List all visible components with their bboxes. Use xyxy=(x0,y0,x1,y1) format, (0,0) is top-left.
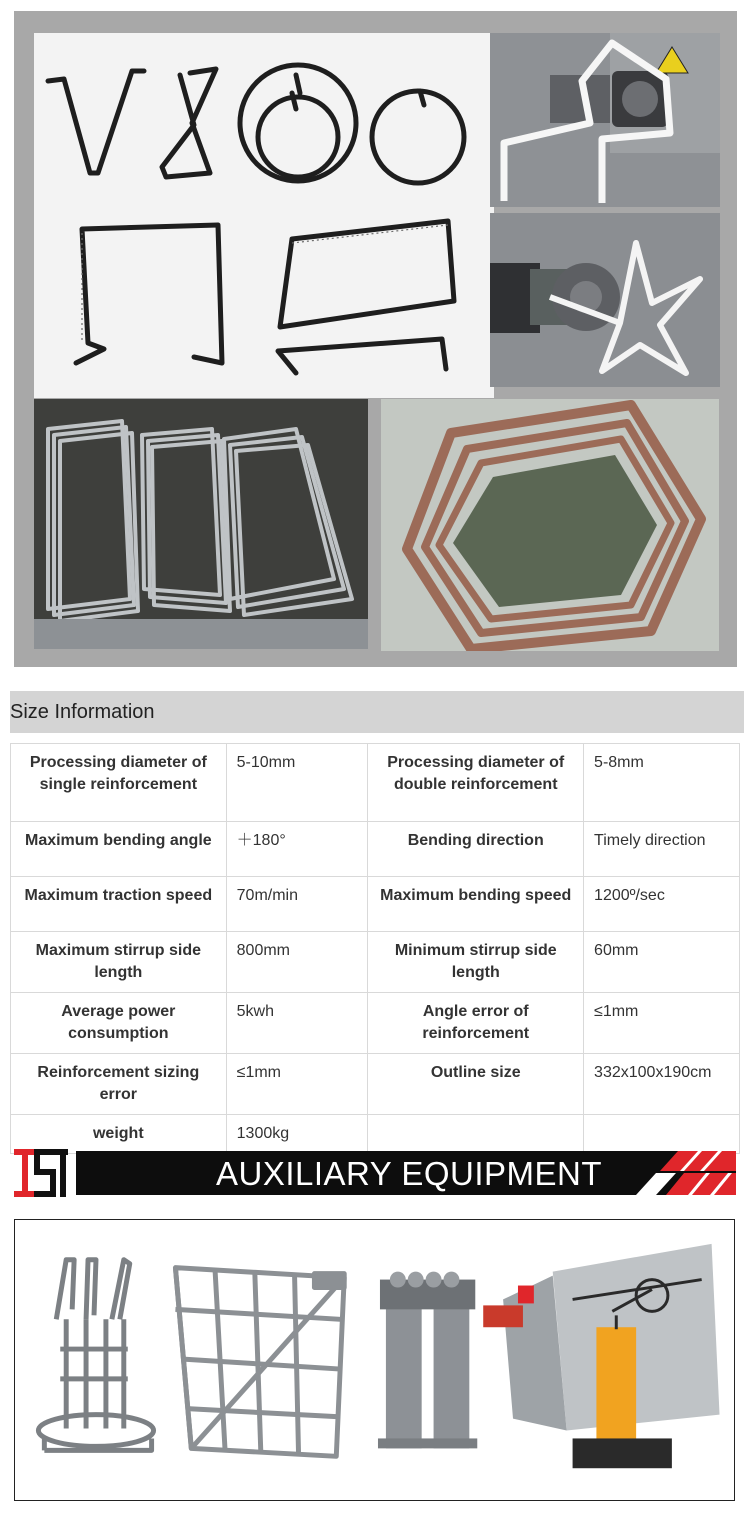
bending-machine-drawing-2 xyxy=(490,213,720,387)
spec-value: 800mm xyxy=(226,932,368,993)
spec-value: ＋180° xyxy=(226,822,368,877)
spec-label xyxy=(368,1115,584,1154)
table-row xyxy=(11,993,740,1054)
spec-label: Maximum bending speed xyxy=(368,877,584,932)
spec-value: 60mm xyxy=(584,932,740,993)
spec-label: Maximum stirrup side length xyxy=(11,932,227,993)
size-information-header xyxy=(10,691,744,733)
spec-label: Average power consumption xyxy=(11,993,227,1054)
spec-table xyxy=(10,743,740,1154)
spec-label: Angle error of reinforcement xyxy=(368,993,584,1054)
spec-label: Maximum traction speed xyxy=(11,877,227,932)
spec-value: ≤1mm xyxy=(584,993,740,1054)
table-row xyxy=(11,877,740,932)
bending-machine-drawing-1 xyxy=(490,33,720,207)
spec-value: 332x100x190cm xyxy=(584,1054,740,1115)
spec-value: 1300kg xyxy=(226,1115,368,1154)
slash-stripes-icon xyxy=(636,1151,736,1195)
table-row xyxy=(11,744,740,822)
hexagon-stirrup-drawing xyxy=(381,399,719,651)
bending-machine-photo-2 xyxy=(490,213,720,387)
auxiliary-equipment-banner xyxy=(14,1149,736,1197)
bending-machine-photo-1 xyxy=(490,33,720,207)
stirrup-bundle-photo xyxy=(34,399,368,649)
spec-label: Outline size xyxy=(368,1054,584,1115)
company-logo-icon xyxy=(14,1149,68,1197)
cnc-bending-machine-drawing xyxy=(483,1244,719,1468)
spec-value: 5-10mm xyxy=(226,744,368,822)
auxiliary-equipment-photo xyxy=(14,1219,735,1501)
auxiliary-equipment-title-bar xyxy=(76,1151,736,1195)
feeding-frame-drawing xyxy=(175,1268,344,1457)
size-information-title: Size Information xyxy=(10,700,155,723)
table-row xyxy=(11,822,740,877)
spec-value: ≤1mm xyxy=(226,1054,368,1115)
spec-value: 1200º/sec xyxy=(584,877,740,932)
payoff-rack-drawing xyxy=(38,1260,153,1451)
straightener-stand-drawing xyxy=(378,1272,477,1449)
spec-value: 5-8mm xyxy=(584,744,740,822)
spec-label: Processing diameter of single reinforcement xyxy=(11,744,227,822)
spec-value: Timely direction xyxy=(584,822,740,877)
spec-value: 5kwh xyxy=(226,993,368,1054)
spec-label: Processing diameter of double reinforcement xyxy=(368,744,584,822)
auxiliary-equipment-drawing xyxy=(15,1220,734,1500)
spec-label: Minimum stirrup side length xyxy=(368,932,584,993)
table-row xyxy=(11,932,740,993)
spec-label: Bending direction xyxy=(368,822,584,877)
table-row xyxy=(11,1115,740,1154)
rebar-shapes-photo xyxy=(34,33,494,398)
spec-label: Maximum bending angle xyxy=(11,822,227,877)
spec-label: weight xyxy=(11,1115,227,1154)
hexagon-stirrup-photo xyxy=(381,399,719,651)
auxiliary-equipment-title: AUXILIARY EQUIPMENT xyxy=(216,1155,603,1192)
spec-value xyxy=(584,1115,740,1154)
table-row xyxy=(11,1054,740,1115)
spec-value: 70m/min xyxy=(226,877,368,932)
product-photo-collage xyxy=(14,11,737,667)
spec-label: Reinforcement sizing error xyxy=(11,1054,227,1115)
stirrup-bundle-drawing xyxy=(34,399,368,649)
rebar-shapes-drawing xyxy=(34,33,494,398)
